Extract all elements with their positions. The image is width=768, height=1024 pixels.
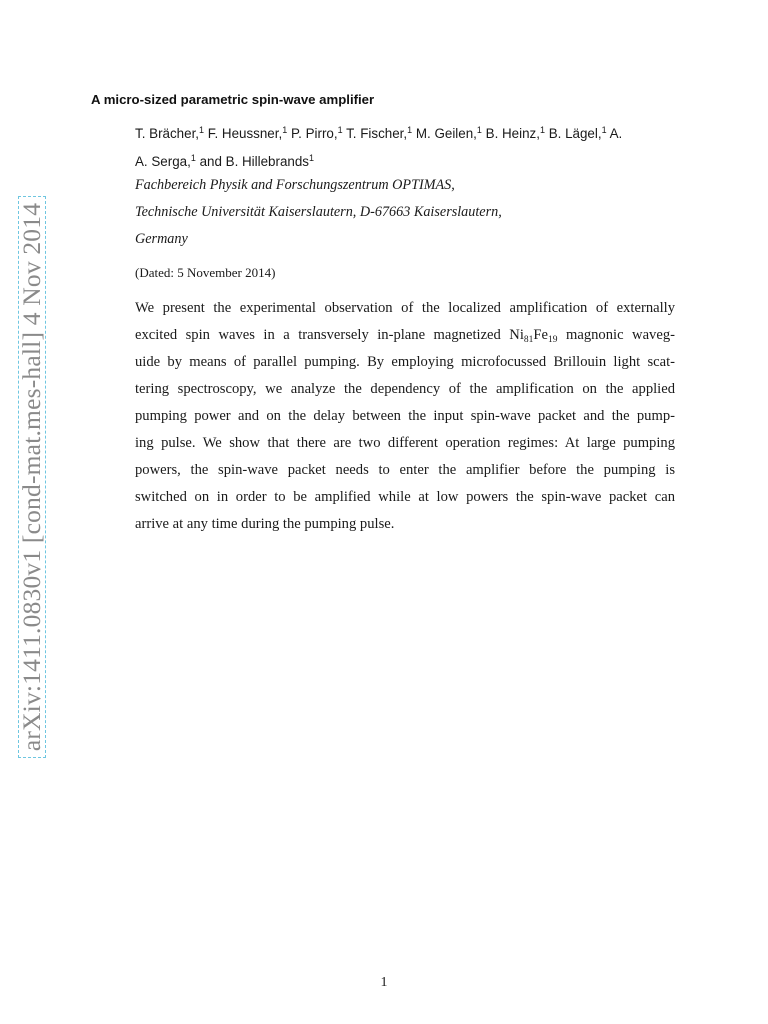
affiliation-marker: 1: [309, 153, 315, 163]
author-name: A.: [609, 126, 623, 141]
affiliation-marker: 1: [190, 153, 196, 163]
author-list: [135, 120, 675, 176]
abstract-line: ing pulse. We show that there are two different operation regimes: At large pumping: [135, 435, 675, 451]
abstract: [135, 295, 675, 538]
affiliation-marker: 1: [407, 125, 413, 135]
paper-title: A micro-sized parametric spin-wave amplifier: [91, 92, 375, 107]
abstract-line: excited spin waves in a transversely in-plane magnetized $Ni_{81}Fe_{19}$ magnonic waveg-: [135, 327, 675, 345]
author-name: and B. Hillebrands: [199, 154, 309, 169]
affiliation-line: Fachbereich Physik and Forschungszentrum OPTIMAS,: [135, 177, 455, 193]
author-name: T. Brächer,: [135, 126, 200, 141]
abstract-line: tering spectroscopy, we analyze the dependency of the amplification on the applied: [135, 381, 675, 397]
dated-line: (Dated: 5 November 2014): [135, 265, 276, 280]
affiliation-marker: 1: [199, 125, 205, 135]
author-name: A. Serga,: [135, 154, 191, 169]
abstract-line: uide by means of parallel pumping. By employing microfocussed Brillouin light scat-: [135, 354, 675, 370]
abstract-line: powers, the spin-wave packet needs to enter the amplifier before the pumping is: [135, 462, 675, 478]
affiliation-line: Technische Universität Kaiserslautern, D-67663 Kaiserslautern,: [135, 204, 502, 220]
author-name: B. Lägel,: [548, 126, 602, 141]
affiliation-marker: 1: [337, 125, 343, 135]
arxiv-identifier-text: arXiv:1411.0830v1 [cond-mat.mes-hall] 4 Nov 2014: [17, 202, 46, 752]
affiliation-marker: 1: [282, 125, 288, 135]
author-name: T. Fischer,: [346, 126, 408, 141]
author-name: P. Pirro,: [290, 126, 338, 141]
arxiv-identifier-stamp[interactable]: [18, 196, 46, 758]
affiliation-marker: 1: [539, 125, 545, 135]
page-number: 1: [380, 975, 388, 990]
author-name: B. Heinz,: [485, 126, 540, 141]
abstract-line: switched on in order to be amplified while at low powers the spin-wave packet can: [135, 489, 675, 505]
author-name: M. Geilen,: [415, 126, 477, 141]
abstract-line: We present the experimental observation of the localized amplification of externally: [135, 300, 675, 316]
affiliation-line: Germany: [135, 231, 188, 247]
affiliation-marker: 1: [601, 125, 607, 135]
author-name: F. Heussner,: [207, 126, 283, 141]
affiliation-marker: 1: [476, 125, 482, 135]
abstract-line: arrive at any time during the pumping pulse.: [135, 516, 395, 532]
abstract-line: pumping power and on the delay between the input spin-wave packet and the pump-: [135, 408, 675, 424]
affiliation: [135, 172, 675, 253]
